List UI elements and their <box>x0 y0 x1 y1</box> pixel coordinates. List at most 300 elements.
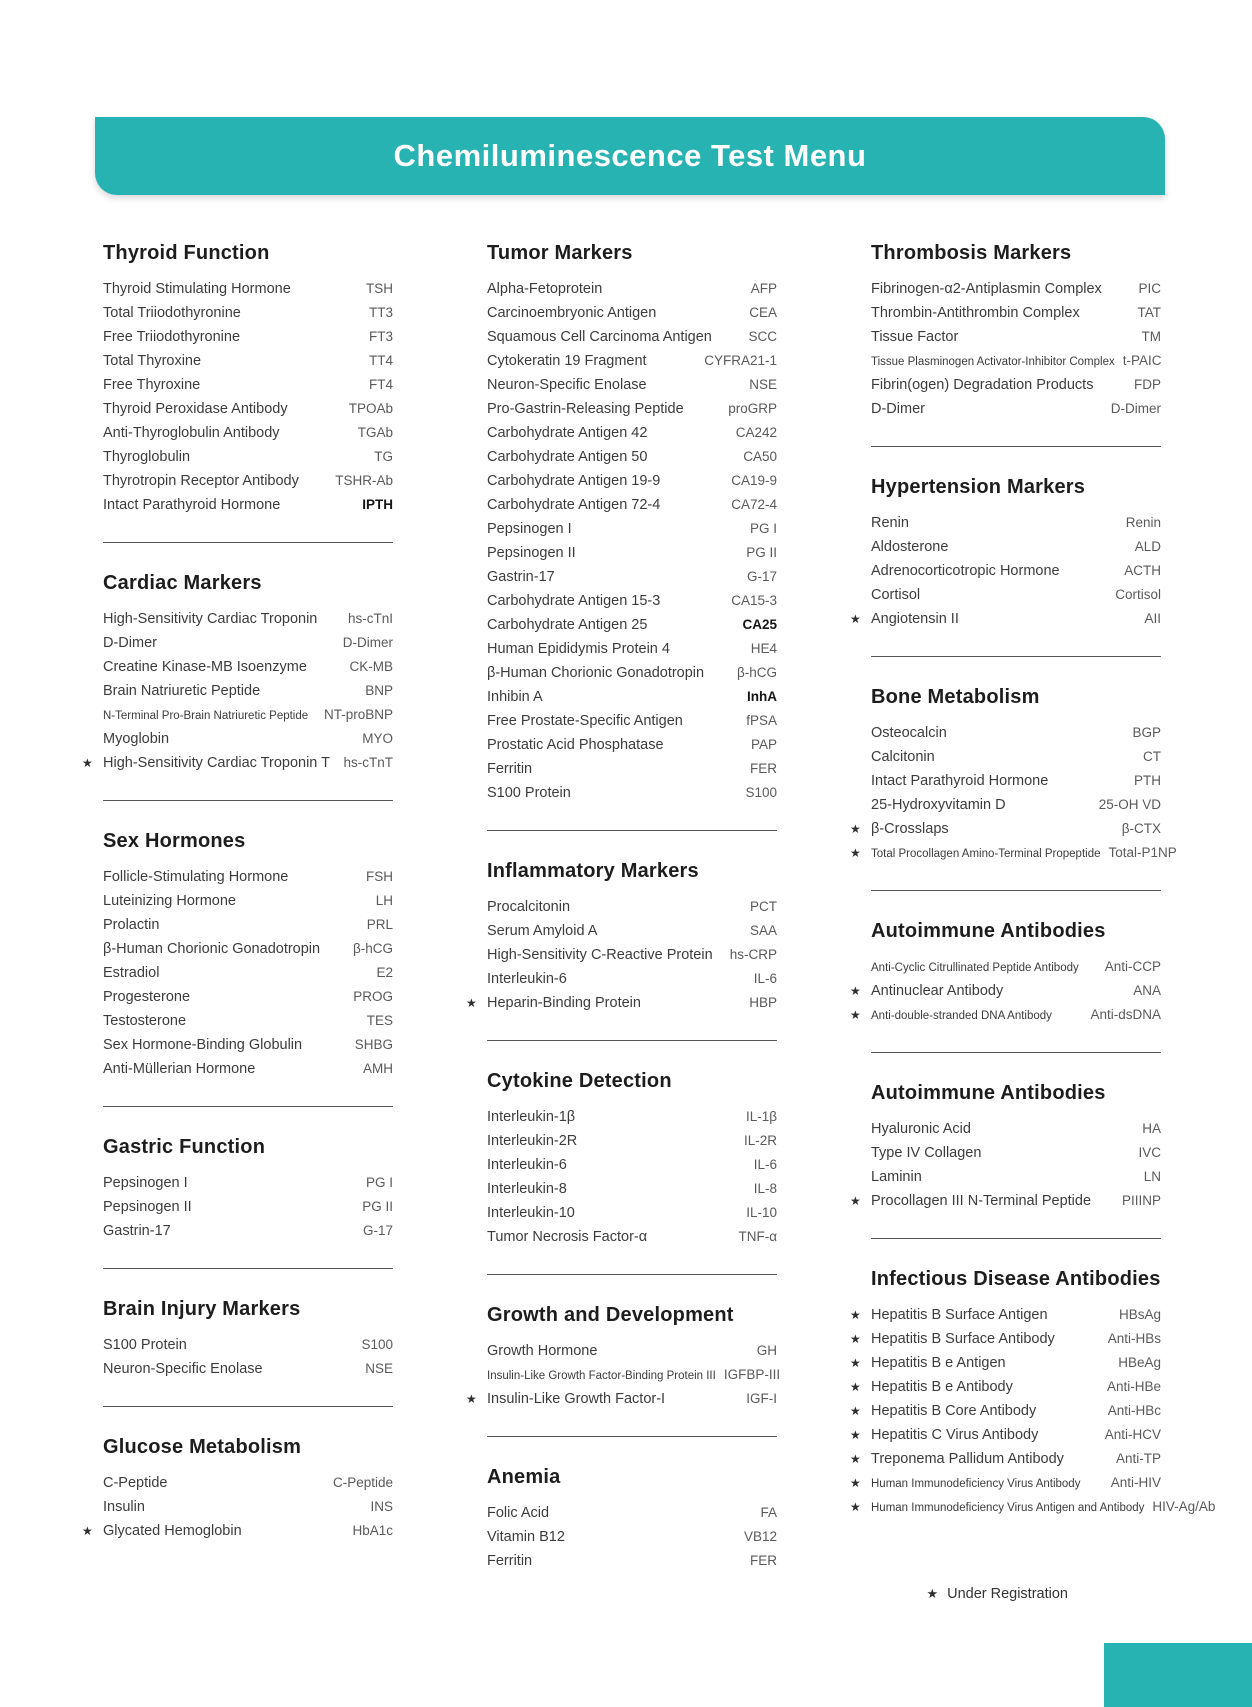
star-icon: ★ <box>926 1586 939 1601</box>
test-name: Free Triiodothyronine <box>103 329 241 345</box>
test-name: Ferritin <box>487 1553 533 1569</box>
test-name: Procalcitonin <box>487 899 571 915</box>
test-name: Hepatitis B Surface Antibody <box>871 1331 1055 1347</box>
test-item-row <box>871 349 1161 373</box>
test-item-row <box>871 583 1161 607</box>
test-item-row <box>487 1177 777 1201</box>
test-abbreviation: Anti-HBe <box>1106 1379 1161 1394</box>
star-icon: ★ <box>850 612 861 626</box>
test-abbreviation: hs-cTnT <box>343 755 393 770</box>
test-name: Adrenocorticotropic Hormone <box>871 563 1060 579</box>
test-section <box>850 918 1161 1027</box>
test-item-row <box>103 1057 393 1081</box>
test-section <box>871 240 1161 421</box>
section-heading: Infectious Disease Antibodies <box>871 1268 1161 1290</box>
test-abbreviation: FT4 <box>368 377 393 392</box>
test-item-row <box>871 325 1161 349</box>
test-abbreviation: FDP <box>1134 377 1161 392</box>
star-icon: ★ <box>850 984 861 998</box>
section-divider <box>103 800 393 801</box>
test-abbreviation: PG II <box>362 1199 393 1214</box>
test-abbreviation: IL-8 <box>753 1181 777 1196</box>
test-abbreviation: C-Peptide <box>332 1475 393 1490</box>
test-name: Folic Acid <box>487 1505 550 1521</box>
test-abbreviation: IL-2R <box>743 1133 777 1148</box>
test-name: Pepsinogen II <box>103 1199 192 1215</box>
test-section <box>487 1068 777 1249</box>
test-name: Brain Natriuretic Peptide <box>103 683 261 699</box>
test-name: Myoglobin <box>103 731 170 747</box>
test-item-row <box>487 1225 777 1249</box>
test-item-row <box>487 781 777 805</box>
test-name: Ferritin <box>487 761 533 777</box>
test-item-row <box>487 541 777 565</box>
test-name: Heparin-Binding Protein <box>487 995 641 1011</box>
test-name: Progesterone <box>103 989 191 1005</box>
test-abbreviation: ANA <box>1133 983 1161 998</box>
test-section <box>850 1266 1216 1519</box>
test-name: Insulin-Like Growth Factor-I <box>487 1391 666 1407</box>
test-name: Serum Amyloid A <box>487 923 598 939</box>
test-abbreviation: t-PAIC <box>1122 353 1162 368</box>
section-divider <box>487 1040 777 1041</box>
test-abbreviation: S100 <box>745 785 777 800</box>
section-heading: Inflammatory Markers <box>487 860 699 882</box>
test-item-row <box>466 1387 777 1411</box>
test-item-row <box>871 535 1161 559</box>
test-item-row <box>871 721 1161 745</box>
header-banner <box>95 117 1165 195</box>
test-name: Thyroid Stimulating Hormone <box>103 281 291 297</box>
test-abbreviation: NT-proBNP <box>323 707 393 722</box>
test-abbreviation: CYFRA21-1 <box>704 353 777 368</box>
test-item-row <box>103 373 393 397</box>
test-abbreviation: VB12 <box>743 1529 777 1544</box>
test-item-row <box>103 1219 393 1243</box>
section-divider <box>871 656 1161 657</box>
test-item-row <box>103 277 393 301</box>
section-divider <box>871 446 1161 447</box>
test-name: Pepsinogen II <box>487 545 576 561</box>
test-abbreviation: Renin <box>1125 515 1161 530</box>
test-item-row <box>103 1195 393 1219</box>
test-name: Osteocalcin <box>871 725 947 741</box>
test-abbreviation: HE4 <box>750 641 777 656</box>
test-abbreviation: G-17 <box>746 569 777 584</box>
test-section <box>850 684 1177 865</box>
section-divider <box>103 1268 393 1269</box>
section-heading: Gastric Function <box>103 1136 266 1158</box>
test-abbreviation: Anti-CCP <box>1104 959 1161 974</box>
test-abbreviation: D-Dimer <box>1110 401 1161 416</box>
test-item-row <box>487 469 777 493</box>
test-item-row <box>871 373 1161 397</box>
test-abbreviation: FER <box>750 761 777 776</box>
test-item-row <box>487 919 777 943</box>
test-abbreviation: SCC <box>748 329 777 344</box>
test-item-row <box>487 1129 777 1153</box>
test-item-row <box>487 349 777 373</box>
test-name: Human Immunodeficiency Virus Antigen and Antibody <box>871 1502 1145 1514</box>
test-item-row <box>103 1471 393 1495</box>
test-abbreviation: NSE <box>365 1361 393 1376</box>
test-item-row <box>487 517 777 541</box>
section-divider <box>487 830 777 831</box>
test-abbreviation: Anti-HIV <box>1110 1475 1161 1490</box>
test-name: Carbohydrate Antigen 15-3 <box>487 593 661 609</box>
test-abbreviation: IL-6 <box>753 1157 777 1172</box>
test-name: β-Human Chorionic Gonadotropin <box>487 665 705 681</box>
test-abbreviation: PRL <box>366 917 393 932</box>
section-heading: Sex Hormones <box>103 830 246 852</box>
test-section <box>103 828 393 1081</box>
test-item-row <box>850 1495 1216 1519</box>
test-item-row <box>850 607 1161 631</box>
test-item-row <box>850 1399 1161 1423</box>
test-abbreviation: fPSA <box>746 713 777 728</box>
test-item-row <box>103 631 393 655</box>
test-name: High-Sensitivity C-Reactive Protein <box>487 947 713 963</box>
test-item-row <box>487 1201 777 1225</box>
test-abbreviation: β-hCG <box>352 941 393 956</box>
section-heading: Growth and Development <box>487 1304 734 1326</box>
test-section <box>466 858 777 1015</box>
test-abbreviation: ALD <box>1134 539 1161 554</box>
column-2 <box>466 240 781 1573</box>
under-registration-legend <box>926 1586 1068 1602</box>
test-name: D-Dimer <box>871 401 925 417</box>
test-abbreviation: CT <box>1143 749 1161 764</box>
test-name: Alpha-Fetoprotein <box>487 281 603 297</box>
test-name: Carbohydrate Antigen 19-9 <box>487 473 661 489</box>
test-item-row <box>487 1525 777 1549</box>
test-item-row <box>487 445 777 469</box>
star-icon: ★ <box>850 1308 861 1322</box>
test-item-row <box>103 1009 393 1033</box>
test-item-row <box>103 445 393 469</box>
test-name: Tissue Factor <box>871 329 959 345</box>
test-name: D-Dimer <box>103 635 157 651</box>
test-abbreviation: IPTH <box>362 497 393 512</box>
test-section <box>487 1464 777 1573</box>
test-abbreviation: IGFBP-III <box>723 1367 781 1382</box>
test-name: Thrombin-Antithrombin Complex <box>871 305 1080 321</box>
test-name: Total Thyroxine <box>103 353 202 369</box>
test-name: Calcitonin <box>871 749 935 765</box>
test-abbreviation: SAA <box>749 923 777 938</box>
section-divider <box>487 1436 777 1437</box>
section-divider <box>871 890 1161 891</box>
test-name: Hepatitis B e Antigen <box>871 1355 1006 1371</box>
test-abbreviation: IL-1β <box>745 1109 777 1124</box>
test-name: 25-Hydroxyvitamin D <box>871 797 1006 813</box>
test-item-row <box>850 979 1161 1003</box>
test-name: Free Prostate-Specific Antigen <box>487 713 683 729</box>
test-name: Follicle-Stimulating Hormone <box>103 869 289 885</box>
test-item-row <box>487 1339 777 1363</box>
corner-decoration <box>1104 1643 1252 1707</box>
test-name: Renin <box>871 515 909 531</box>
test-name: Prolactin <box>103 917 160 933</box>
page-title: Chemiluminescence Test Menu <box>393 138 867 173</box>
test-section <box>103 1134 393 1243</box>
test-abbreviation: Anti-HBc <box>1107 1403 1161 1418</box>
test-abbreviation: CA242 <box>735 425 777 440</box>
test-name: Hepatitis B Surface Antigen <box>871 1307 1048 1323</box>
test-item-row <box>487 733 777 757</box>
test-item-row <box>487 943 777 967</box>
test-name: Total Triiodothyronine <box>103 305 241 321</box>
test-name: Interleukin-2R <box>487 1133 578 1149</box>
test-item-row <box>487 589 777 613</box>
test-item-row <box>871 955 1161 979</box>
test-name: Angiotensin II <box>871 611 959 627</box>
test-abbreviation: SHBG <box>354 1037 393 1052</box>
star-icon: ★ <box>850 1476 861 1490</box>
test-abbreviation: CEA <box>749 305 777 320</box>
test-abbreviation: MYO <box>362 731 393 746</box>
test-item-row <box>103 865 393 889</box>
test-item-row <box>487 397 777 421</box>
test-item-row <box>82 1519 393 1543</box>
test-item-row <box>487 373 777 397</box>
section-heading: Autoimmune Antibodies <box>871 920 1106 942</box>
test-abbreviation: HBP <box>749 995 777 1010</box>
test-name: Pro-Gastrin-Releasing Peptide <box>487 401 684 417</box>
star-icon: ★ <box>82 1524 93 1538</box>
test-name: Carbohydrate Antigen 72-4 <box>487 497 661 513</box>
test-name: Testosterone <box>103 1013 187 1029</box>
test-abbreviation: HbA1c <box>352 1523 393 1538</box>
test-name: High-Sensitivity Cardiac Troponin T <box>103 755 330 771</box>
test-item-row <box>871 745 1161 769</box>
test-item-row <box>103 1495 393 1519</box>
test-item-row <box>466 991 777 1015</box>
test-item-row <box>103 493 393 517</box>
section-divider <box>871 1052 1161 1053</box>
test-name: Carbohydrate Antigen 25 <box>487 617 648 633</box>
test-abbreviation: TSHR-Ab <box>335 473 393 488</box>
test-item-row <box>103 421 393 445</box>
test-name: Hepatitis B Core Antibody <box>871 1403 1037 1419</box>
test-name: Human Immunodeficiency Virus Antibody <box>871 1478 1081 1490</box>
test-item-row <box>487 895 777 919</box>
test-name: Squamous Cell Carcinoma Antigen <box>487 329 712 345</box>
test-item-row <box>487 325 777 349</box>
test-abbreviation: PROG <box>353 989 393 1004</box>
test-name: Vitamin B12 <box>487 1529 565 1545</box>
test-abbreviation: Anti-HCV <box>1104 1427 1161 1442</box>
test-name: Anti-Müllerian Hormone <box>103 1061 256 1077</box>
test-abbreviation: CA25 <box>742 617 777 632</box>
star-icon: ★ <box>850 1428 861 1442</box>
test-abbreviation: TES <box>366 1013 393 1028</box>
test-item-row <box>103 727 393 751</box>
test-item-row <box>487 613 777 637</box>
test-abbreviation: TNF-α <box>738 1229 777 1244</box>
test-name: Growth Hormone <box>487 1343 598 1359</box>
test-abbreviation: G-17 <box>362 1223 393 1238</box>
test-abbreviation: BGP <box>1132 725 1161 740</box>
test-item-row <box>871 559 1161 583</box>
test-name: Tumor Necrosis Factor-α <box>487 1229 648 1245</box>
test-name: Thyroid Peroxidase Antibody <box>103 401 288 417</box>
test-item-row <box>850 1003 1161 1027</box>
star-icon: ★ <box>850 822 861 836</box>
test-abbreviation: CA50 <box>743 449 777 464</box>
test-name: Interleukin-8 <box>487 1181 567 1197</box>
test-item-row <box>103 607 393 631</box>
test-name: Hepatitis C Virus Antibody <box>871 1427 1039 1443</box>
test-name: N-Terminal Pro-Brain Natriuretic Peptide <box>103 710 309 722</box>
test-abbreviation: PIIINP <box>1121 1193 1161 1208</box>
test-name: Interleukin-1β <box>487 1109 576 1125</box>
test-abbreviation: TAT <box>1137 305 1161 320</box>
test-section <box>82 1434 393 1543</box>
test-item-row <box>487 421 777 445</box>
test-name: Anti-double-stranded DNA Antibody <box>871 1010 1052 1022</box>
test-name: Intact Parathyroid Hormone <box>871 773 1049 789</box>
star-icon: ★ <box>850 1194 861 1208</box>
test-abbreviation: NSE <box>749 377 777 392</box>
test-item-row <box>850 1423 1161 1447</box>
test-item-row <box>103 349 393 373</box>
test-abbreviation: FA <box>760 1505 777 1520</box>
section-heading: Autoimmune Antibodies <box>871 1082 1106 1104</box>
star-icon: ★ <box>466 996 477 1010</box>
test-abbreviation: E2 <box>376 965 393 980</box>
test-item-row <box>487 661 777 685</box>
test-item-row <box>103 889 393 913</box>
test-menu-columns <box>82 240 1216 1573</box>
test-name: Hyaluronic Acid <box>871 1121 971 1137</box>
test-abbreviation: GH <box>756 1343 777 1358</box>
test-section <box>103 240 393 517</box>
test-name: Interleukin-6 <box>487 1157 567 1173</box>
test-name: Carcinoembryonic Antigen <box>487 305 657 321</box>
section-heading: Tumor Markers <box>487 242 633 264</box>
test-name: Aldosterone <box>871 539 949 555</box>
test-abbreviation: Total-P1NP <box>1108 845 1177 860</box>
test-item-row <box>487 1549 777 1573</box>
test-name: Antinuclear Antibody <box>871 983 1004 999</box>
test-name: Tissue Plasminogen Activator-Inhibitor Complex <box>871 356 1115 368</box>
test-abbreviation: FSH <box>366 869 393 884</box>
test-abbreviation: BNP <box>365 683 393 698</box>
test-name: Inhibin A <box>487 689 543 705</box>
test-item-row <box>487 301 777 325</box>
test-item-row <box>871 511 1161 535</box>
test-item-row <box>850 817 1161 841</box>
test-item-row <box>850 1327 1161 1351</box>
test-item-row <box>487 1363 781 1387</box>
test-name: Luteinizing Hormone <box>103 893 236 909</box>
test-abbreviation: PG I <box>365 1175 393 1190</box>
test-name: Carbohydrate Antigen 50 <box>487 449 648 465</box>
test-name: Intact Parathyroid Hormone <box>103 497 281 513</box>
test-name: S100 Protein <box>103 1337 187 1353</box>
section-heading: Cardiac Markers <box>103 572 262 594</box>
test-abbreviation: CK-MB <box>349 659 393 674</box>
legend-label: Under Registration <box>947 1586 1068 1602</box>
star-icon: ★ <box>850 1356 861 1370</box>
star-icon: ★ <box>850 1332 861 1346</box>
section-heading: Glucose Metabolism <box>103 1436 302 1458</box>
test-name: C-Peptide <box>103 1475 168 1491</box>
test-item-row <box>871 793 1161 817</box>
test-abbreviation: IGF-I <box>746 1391 777 1406</box>
test-abbreviation: TGAb <box>357 425 393 440</box>
test-item-row <box>103 1171 393 1195</box>
test-abbreviation: TG <box>374 449 393 464</box>
test-abbreviation: FT3 <box>368 329 393 344</box>
test-name: Insulin <box>103 1499 145 1515</box>
test-item-row <box>103 325 393 349</box>
test-item-row <box>871 1141 1161 1165</box>
test-abbreviation: hs-CRP <box>729 947 777 962</box>
test-abbreviation: AFP <box>750 281 777 296</box>
test-item-row <box>850 1189 1161 1213</box>
test-item-row <box>487 1105 777 1129</box>
test-abbreviation: TSH <box>366 281 393 296</box>
test-name: Gastrin-17 <box>487 569 555 585</box>
test-abbreviation: PIC <box>1138 281 1161 296</box>
test-name: Thyroglobulin <box>103 449 191 465</box>
test-section <box>82 570 393 775</box>
test-name: Cortisol <box>871 587 921 603</box>
test-name: Laminin <box>871 1169 922 1185</box>
test-item-row <box>103 1357 393 1381</box>
test-item-row <box>103 703 393 727</box>
test-section <box>103 1296 393 1381</box>
section-divider <box>103 1406 393 1407</box>
test-item-row <box>487 709 777 733</box>
test-abbreviation: HBsAg <box>1118 1307 1161 1322</box>
test-item-row <box>871 277 1161 301</box>
column-1 <box>82 240 393 1573</box>
test-name: Insulin-Like Growth Factor-Binding Protein III <box>487 1370 716 1382</box>
test-name: High-Sensitivity Cardiac Troponin <box>103 611 318 627</box>
test-name: Thyrotropin Receptor Antibody <box>103 473 299 489</box>
test-abbreviation: LN <box>1143 1169 1161 1184</box>
section-divider <box>487 1274 777 1275</box>
test-name: Total Procollagen Amino-Terminal Propeptide <box>871 848 1101 860</box>
test-abbreviation: β-CTX <box>1121 821 1161 836</box>
test-item-row <box>103 679 393 703</box>
test-item-row <box>487 757 777 781</box>
test-abbreviation: IL-6 <box>753 971 777 986</box>
test-abbreviation: TT3 <box>368 305 393 320</box>
test-abbreviation: PG I <box>749 521 777 536</box>
test-abbreviation: hs-cTnI <box>347 611 393 626</box>
test-item-row <box>871 1117 1161 1141</box>
test-name: Procollagen III N-Terminal Peptide <box>871 1193 1092 1209</box>
test-abbreviation: TT4 <box>368 353 393 368</box>
section-heading: Thrombosis Markers <box>871 242 1072 264</box>
test-name: β-Crosslaps <box>871 821 949 837</box>
test-abbreviation: INS <box>370 1499 393 1514</box>
test-name: Fibrin(ogen) Degradation Products <box>871 377 1094 393</box>
test-item-row <box>850 841 1177 865</box>
test-name: S100 Protein <box>487 785 571 801</box>
test-name: Hepatitis B e Antibody <box>871 1379 1013 1395</box>
test-item-row <box>871 1165 1161 1189</box>
test-item-row <box>871 769 1161 793</box>
test-section <box>466 1302 781 1411</box>
section-divider <box>103 1106 393 1107</box>
test-abbreviation: CA15-3 <box>731 593 777 608</box>
test-abbreviation: Anti-TP <box>1115 1451 1161 1466</box>
